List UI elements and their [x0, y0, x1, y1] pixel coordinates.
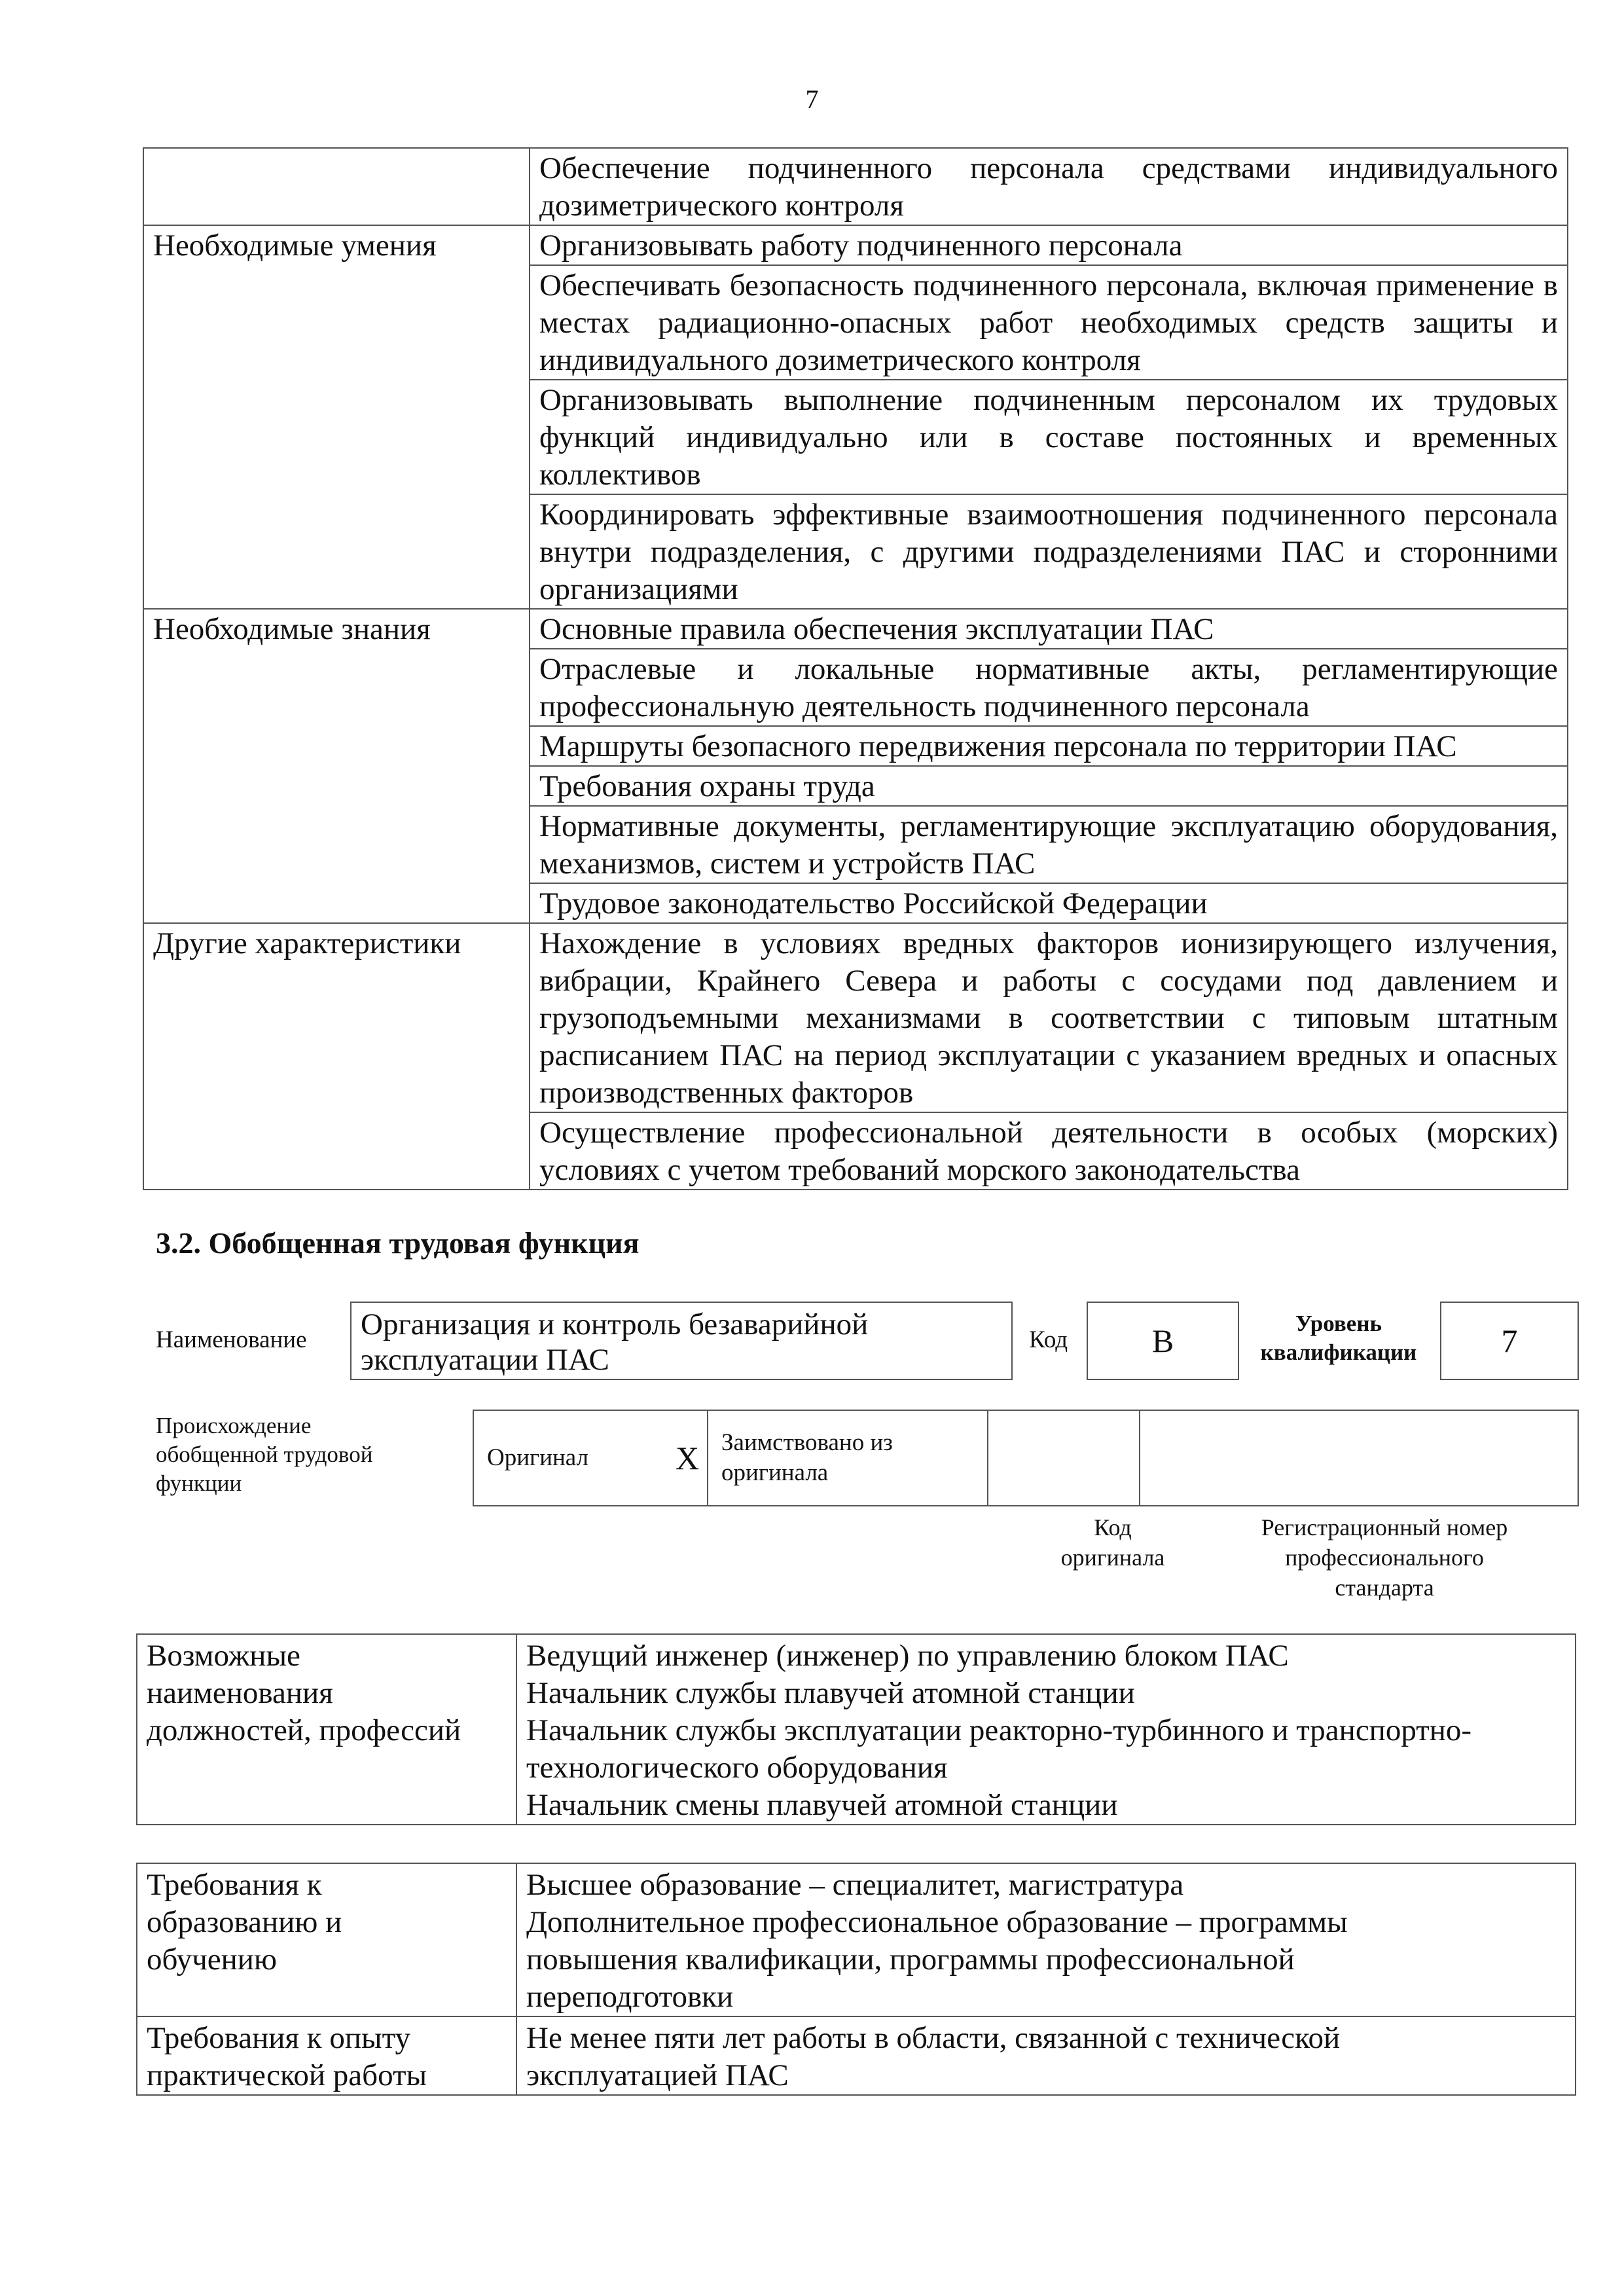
category-line: Требования к [147, 1868, 322, 1902]
borrowed-label-cell [708, 1410, 988, 1506]
category-cell [137, 1634, 516, 1825]
item-cell: Организовывать работу подчиненного персонала [530, 225, 1568, 265]
item-cell: Основные правила обеспечения эксплуатации ПАС [530, 609, 1568, 649]
experience-line: Не менее пяти лет работы в области, связанной с технической [526, 2021, 1341, 2055]
experience-line: эксплуатацией ПАС [526, 2058, 789, 2092]
code-original-cell [988, 1410, 1140, 1506]
table-row [473, 1410, 1578, 1506]
function-name-box [350, 1302, 1013, 1380]
category-line: Требования к опыту [147, 2021, 411, 2055]
name-label: Наименование [156, 1326, 307, 1353]
position-line: Начальник службы эксплуатации реакторно-турбинного и транспортно- [526, 1713, 1472, 1747]
position-line: Ведущий инженер (инженер) по управлению блоком ПАС [526, 1639, 1289, 1673]
code-original-caption [1021, 1512, 1204, 1573]
category-cell [143, 148, 530, 225]
item-cell: Маршруты безопасного передвижения персонала по территории ПАС [530, 726, 1568, 766]
origin-label-line: функции [156, 1470, 242, 1496]
item-cell [516, 1634, 1576, 1825]
function-name-line: Организация и контроль безаварийной [361, 1307, 869, 1341]
item-cell: Обеспечение подчиненного персонала средствами индивидуального дозиметрического контроля [530, 148, 1568, 225]
category-line: должностей, профессий [147, 1713, 461, 1747]
origin-table [473, 1410, 1579, 1506]
requirements-table-continued [143, 147, 1568, 1190]
function-name-line: эксплуатации ПАС [361, 1343, 609, 1377]
education-line: Дополнительное профессиональное образование – программы [526, 1905, 1348, 1939]
education-line: повышения квалификации, программы профессиональной [526, 1942, 1295, 1977]
item-cell: Обеспечивать безопасность подчиненного персонала, включая применение в местах радиационно-опасных работ необходимых средств защиты и индивидуального дозиметрического контроля [530, 265, 1568, 380]
item-cell [516, 2016, 1576, 2095]
code-label: Код [1029, 1326, 1068, 1353]
reg-number-cell [1140, 1410, 1578, 1506]
category-cell: Необходимые знания [143, 609, 530, 923]
table-row [143, 609, 1568, 649]
education-line: Высшее образование – специалитет, магистратура [526, 1868, 1184, 1902]
item-cell: Осуществление профессиональной деятельности в особых (морских) условиях с учетом требований морского законодательства [530, 1112, 1568, 1190]
borrowed-label-line: Заимствовано из [721, 1429, 893, 1456]
level-label-line: Уровень [1295, 1311, 1382, 1336]
caption-line: Код [1094, 1514, 1132, 1540]
item-cell: Отраслевые и локальные нормативные акты, регламентирующие профессиональную деятельность подчиненного персонала [530, 649, 1568, 726]
section-heading: 3.2. Обобщенная трудовая функция [156, 1226, 640, 1260]
item-cell: Трудовое законодательство Российской Федерации [530, 883, 1568, 923]
category-cell: Необходимые умения [143, 225, 530, 609]
caption-line: профессионального [1285, 1544, 1484, 1571]
position-line: технологического оборудования [526, 1751, 948, 1785]
item-cell: Организовывать выполнение подчиненным персоналом их трудовых функций индивидуально или в составе постоянных и временных коллективов [530, 380, 1568, 494]
position-line: Начальник смены плавучей атомной станции [526, 1788, 1118, 1822]
category-line: наименования [147, 1676, 333, 1710]
table-row [143, 148, 1568, 225]
positions-table [136, 1633, 1576, 1825]
table-row [143, 923, 1568, 1112]
page-number: 7 [805, 84, 819, 114]
category-cell: Другие характеристики [143, 923, 530, 1190]
origin-label-line: Происхождение [156, 1413, 312, 1438]
category-cell [137, 2016, 516, 2095]
education-table [136, 1863, 1576, 2096]
education-line: переподготовки [526, 1980, 734, 2014]
reg-number-caption [1214, 1512, 1555, 1603]
code-value-box: B [1087, 1302, 1239, 1380]
original-mark-cell: X [668, 1410, 708, 1506]
borrowed-label-line: оригинала [721, 1459, 829, 1486]
category-line: практической работы [147, 2058, 427, 2092]
category-line: образованию и [147, 1905, 342, 1939]
table-row [137, 1863, 1576, 2016]
level-label-line: квалификации [1260, 1339, 1417, 1365]
item-cell: Требования охраны труда [530, 766, 1568, 806]
table-row [143, 225, 1568, 265]
item-cell: Координировать эффективные взаимоотношения подчиненного персонала внутри подразделения, с другими подразделениями ПАС и сторонними организациями [530, 494, 1568, 609]
qualification-level-label [1250, 1309, 1427, 1367]
origin-label-line: обобщенной трудовой [156, 1442, 373, 1467]
position-line: Начальник службы плавучей атомной станции [526, 1676, 1135, 1710]
category-line: обучению [147, 1942, 278, 1977]
original-label-cell: Оригинал [473, 1410, 668, 1506]
caption-line: оригинала [1060, 1544, 1165, 1571]
item-cell: Нахождение в условиях вредных факторов ионизирующего излучения, вибрации, Крайнего Севера и работы с сосудами под давлением и грузоподъемными механизмами в соответствии с типовым штатным расписанием ПАС на период эксплуатации с указанием вредных и опасных производственных факторов [530, 923, 1568, 1112]
caption-line: стандарта [1335, 1575, 1434, 1601]
category-cell [137, 1863, 516, 2016]
table-row [137, 1634, 1576, 1825]
qualification-level-box: 7 [1440, 1302, 1579, 1380]
item-cell [516, 1863, 1576, 2016]
table-row [137, 2016, 1576, 2095]
origin-label [156, 1412, 372, 1498]
item-cell: Нормативные документы, регламентирующие эксплуатацию оборудования, механизмов, систем и устройств ПАС [530, 806, 1568, 883]
caption-line: Регистрационный номер [1261, 1514, 1508, 1540]
category-line: Возможные [147, 1639, 300, 1673]
